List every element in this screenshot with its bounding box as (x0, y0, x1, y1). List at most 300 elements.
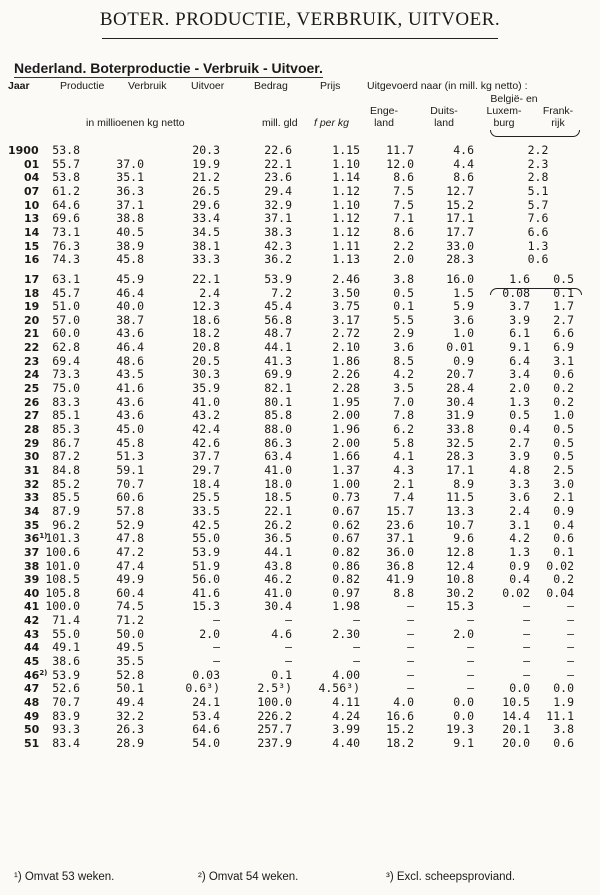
table-row (0, 614, 600, 627)
belgie-cell: — (523, 654, 530, 669)
year-cell (24, 273, 39, 286)
verbruik-cell: 45.8 (116, 252, 144, 267)
duitsland-cell: 1.0 (453, 326, 474, 341)
uitvoer-cell: 29.6 (192, 197, 220, 212)
productie-cell: 108.5 (45, 572, 80, 587)
duitsland-cell: 33.0 (446, 238, 474, 253)
engeland-cell: 3.6 (393, 340, 414, 355)
productie-cell: 100.6 (45, 544, 80, 559)
table-row (0, 144, 600, 157)
frankrijk-cell: 6.6 (553, 326, 574, 341)
year-cell (24, 628, 39, 641)
header-belgie-line2: Luxem- (486, 105, 522, 117)
verbruik-cell: 35.5 (116, 654, 144, 669)
belgie-cell: — (523, 667, 530, 682)
year-cell (24, 314, 39, 327)
belgie-cell: 3.9 (509, 312, 530, 327)
table-row (0, 212, 600, 225)
uitvoer-cell: 20.3 (192, 143, 220, 157)
duitsland-cell: 5.9 (453, 299, 474, 314)
table-row (0, 314, 600, 327)
engeland-cell: 7.0 (393, 394, 414, 409)
duitsland-cell: 4.4 (453, 156, 474, 171)
frankrijk-cell: 0.9 (553, 503, 574, 518)
frankrijk-cell: 3.8 (553, 722, 574, 737)
belgie-cell: 2.0 (509, 381, 530, 396)
productie-cell: 76.3 (52, 238, 80, 253)
bedrag-cell: 29.4 (264, 183, 292, 198)
year-label: 26 (24, 395, 40, 409)
year-label: 49 (24, 709, 40, 723)
duitsland-cell: 32.5 (446, 435, 474, 450)
year-cell (24, 368, 39, 381)
duitsland-cell: 13.3 (446, 503, 474, 518)
year-label: 30 (24, 450, 40, 464)
uitvoer-cell: 41.0 (192, 394, 220, 409)
bedrag-cell: 42.3 (264, 238, 292, 253)
productie-cell: 55.0 (52, 626, 80, 641)
year-cell (24, 327, 39, 340)
productie-cell: 85.5 (52, 490, 80, 505)
productie-cell: 85.1 (52, 408, 80, 423)
prijs-cell: 1.12 (332, 224, 360, 239)
duitsland-cell: 28.3 (446, 449, 474, 464)
frankrijk-cell: 0.6 (553, 367, 574, 382)
belgie-cell: 3.6 (509, 490, 530, 505)
bedrag-cell: 18.5 (264, 490, 292, 505)
year-cell (24, 437, 39, 450)
verbruik-cell: 46.4 (116, 285, 144, 300)
duitsland-cell: 17.7 (446, 224, 474, 239)
duitsland-cell: 9.6 (453, 531, 474, 546)
belgie-cell: 0.02 (502, 585, 530, 600)
bedrag-cell: 41.3 (264, 353, 292, 368)
table-row (0, 600, 600, 613)
productie-cell: 87.9 (52, 503, 80, 518)
duitsland-cell: 15.3 (446, 599, 474, 614)
uitvoer-cell: 15.3 (192, 599, 220, 614)
year-cell (24, 491, 39, 504)
duitsland-cell: — (467, 613, 474, 628)
table-row (0, 341, 600, 354)
year-label: 22 (24, 341, 40, 355)
year-cell (24, 240, 39, 253)
table-row (0, 682, 600, 695)
duitsland-cell: 28.4 (446, 381, 474, 396)
engeland-cell: — (407, 613, 414, 628)
bedrag-cell: 48.7 (264, 326, 292, 341)
belgie-cell: — (523, 640, 530, 655)
duitsland-cell: — (467, 654, 474, 669)
engeland-cell: 16.6 (386, 708, 414, 723)
belgie-cell: 0.0 (509, 681, 530, 696)
table-row (0, 226, 600, 239)
header-unit-prijs: f per kg (314, 117, 350, 129)
frankrijk-cell: 0.1 (553, 285, 574, 300)
uitvoer-cell: 33.3 (192, 252, 220, 267)
bedrag-cell: 56.8 (264, 312, 292, 327)
prijs-cell: 0.67 (332, 531, 360, 546)
frankrijk-cell: — (567, 654, 574, 669)
footnote-2: ²) Omvat 54 weken. (198, 871, 299, 883)
uitvoer-cell: 34.5 (192, 224, 220, 239)
year-cell (24, 423, 39, 436)
table-row (0, 355, 600, 368)
year-label: 41 (24, 600, 40, 614)
frankrijk-cell: 6.9 (553, 340, 574, 355)
duitsland-cell: 15.2 (446, 197, 474, 212)
belgie-cell: 2.4 (509, 503, 530, 518)
year-label: 17 (24, 272, 40, 286)
frankrijk-cell: 0.6 (553, 735, 574, 750)
footnote-3: ³) Excl. scheepsproviand. (386, 871, 516, 883)
table-row (0, 199, 600, 212)
duitsland-cell: — (467, 681, 474, 696)
belgie-cell: 3.1 (509, 517, 530, 532)
productie-cell: 63.1 (52, 271, 80, 286)
table-row (0, 696, 600, 709)
belgie-cell: 1.6 (509, 271, 530, 286)
belgie-cell: 1.3 (509, 394, 530, 409)
table-row (0, 158, 600, 171)
year-label: 44 (24, 641, 40, 655)
year-label: 47 (24, 682, 40, 696)
duitsland-cell: 31.9 (446, 408, 474, 423)
bedrag-cell: 88.0 (264, 422, 292, 436)
engeland-cell: 36.8 (386, 558, 414, 573)
table-row (0, 628, 600, 641)
bedrag-cell: 2.5³) (257, 681, 292, 696)
header-jaar: Jaar (8, 80, 30, 92)
prijs-cell: 4.56³) (318, 681, 360, 696)
productie-cell: 69.4 (52, 353, 80, 368)
prijs-cell: 1.14 (332, 170, 360, 185)
productie-cell: 93.3 (52, 722, 80, 737)
table-row (0, 587, 600, 600)
uitvoer-cell: 0.03 (192, 667, 220, 682)
table-row (0, 185, 600, 198)
prijs-cell: 3.50 (332, 285, 360, 300)
verbruik-cell: 49.5 (116, 640, 144, 655)
frankrijk-cell: 1.7 (553, 299, 574, 314)
table-row (0, 723, 600, 736)
verbruik-cell: 49.4 (116, 695, 144, 709)
prijs-cell: 1.95 (332, 394, 360, 409)
prijs-cell: 2.10 (332, 340, 360, 355)
productie-cell: 51.0 (52, 299, 80, 314)
bedrag-cell: 226.2 (257, 708, 292, 723)
table-row (0, 505, 600, 518)
frankrijk-cell: 0.04 (546, 585, 574, 600)
year-cell (24, 450, 39, 463)
productie-cell: 83.4 (52, 735, 80, 750)
uitvoer-cell: 43.2 (192, 408, 220, 423)
year-label: 48 (24, 696, 40, 709)
engeland-cell: 3.5 (393, 381, 414, 396)
belgie-cell: 9.1 (509, 340, 530, 355)
productie-cell: 73.1 (52, 224, 80, 239)
prijs-cell: 3.17 (332, 312, 360, 327)
year-label: 21 (24, 327, 40, 341)
productie-cell: 74.3 (52, 252, 80, 267)
belgie-cell: 4.8 (509, 462, 530, 477)
productie-cell: 52.6 (52, 681, 80, 696)
uitvoer-cell: 18.6 (192, 312, 220, 327)
year-label: 29 (24, 436, 40, 450)
verbruik-cell: 32.2 (116, 708, 144, 723)
prijs-cell: 2.26 (332, 367, 360, 382)
year-label: 1900 (8, 144, 39, 157)
uitvoer-cell: 38.1 (192, 238, 220, 253)
header-frankrijk-line1: Frank- (542, 105, 574, 117)
duitsland-cell: — (467, 640, 474, 655)
engeland-cell: 2.2 (393, 238, 414, 253)
frankrijk-cell: 0.2 (553, 572, 574, 587)
year-cell (24, 560, 39, 573)
header-verbruik: Verbruik (128, 80, 167, 92)
prijs-cell: — (353, 613, 360, 628)
uitvoer-cell: 42.4 (192, 422, 220, 436)
duitsland-cell: 3.6 (453, 312, 474, 327)
year-cell (24, 226, 39, 239)
productie-cell: 84.8 (52, 462, 80, 477)
uitvoer-cell: — (213, 640, 220, 655)
bedrag-cell: 100.0 (257, 695, 292, 709)
header-uitgevoerd-naar: Uitgevoerd naar (in mill. kg netto) : (367, 80, 528, 92)
year-cell (24, 212, 39, 225)
footnote-marker: 2) (39, 668, 48, 677)
verbruik-cell: 46.4 (116, 340, 144, 355)
uitvoer-cell: 33.4 (192, 211, 220, 226)
header-bedrag: Bedrag (254, 80, 288, 92)
frankrijk-cell: 0.2 (553, 394, 574, 409)
uitvoer-cell: 2.4 (199, 285, 220, 300)
engeland-cell: 8.5 (393, 353, 414, 368)
verbruik-cell: 50.1 (116, 681, 144, 696)
year-label: 13 (24, 212, 40, 226)
bedrag-cell: 86.3 (264, 435, 292, 450)
belgie-cell: 6.4 (509, 353, 530, 368)
engeland-cell: 8.6 (393, 224, 414, 239)
belgie-cell: 3.7 (509, 299, 530, 314)
productie-cell: 85.3 (52, 422, 80, 436)
frankrijk-cell: 0.5 (553, 435, 574, 450)
productie-cell: 61.2 (52, 183, 80, 198)
frankrijk-cell: 0.2 (553, 381, 574, 396)
engeland-cell: 18.2 (386, 735, 414, 750)
table-row (0, 641, 600, 654)
productie-cell: 55.7 (52, 156, 80, 171)
verbruik-cell: 43.6 (116, 408, 144, 423)
engeland-cell: 7.5 (393, 183, 414, 198)
table-row (0, 273, 600, 286)
header-engeland-line2: land (374, 117, 394, 129)
engeland-cell: 7.5 (393, 197, 414, 212)
bedrag-cell: 4.6 (271, 626, 292, 641)
frankrijk-cell: 0.4 (553, 517, 574, 532)
productie-cell: 71.4 (52, 613, 80, 628)
verbruik-cell: 59.1 (116, 462, 144, 477)
belgie-cell: 3.4 (509, 367, 530, 382)
productie-cell: 83.3 (52, 394, 80, 409)
verbruik-cell: 48.6 (116, 353, 144, 368)
engeland-cell: 7.1 (393, 211, 414, 226)
uitvoer-cell: 33.5 (192, 503, 220, 518)
engeland-cell: 36.0 (386, 544, 414, 559)
uitvoer-cell: 21.2 (192, 170, 220, 185)
bedrag-cell: 45.4 (264, 299, 292, 314)
uitvoer-cell: 35.9 (192, 381, 220, 396)
uitvoer-cell: 53.9 (192, 544, 220, 559)
engeland-cell: 15.2 (386, 722, 414, 737)
year-label: 38 (24, 559, 40, 573)
belgie-cell: 20.0 (502, 735, 530, 750)
header-frankrijk-line2: rijk (551, 117, 565, 129)
verbruik-cell: 52.9 (116, 517, 144, 532)
year-label: 34 (24, 504, 40, 518)
verbruik-cell: 35.1 (116, 170, 144, 185)
productie-cell: 45.7 (52, 285, 80, 300)
productie-cell: 86.7 (52, 435, 80, 450)
engeland-cell: — (407, 599, 414, 614)
prijs-cell: 1.66 (332, 449, 360, 464)
bedrag-cell: 36.2 (264, 252, 292, 267)
verbruik-cell: 47.8 (116, 531, 144, 546)
bedrag-cell: 43.8 (264, 558, 292, 573)
engeland-cell: 7.8 (393, 408, 414, 423)
duitsland-cell: 19.3 (446, 722, 474, 737)
verbruik-cell: 47.4 (116, 558, 144, 573)
prijs-cell: 0.97 (332, 585, 360, 600)
bedrag-cell: 7.2 (271, 285, 292, 300)
footnote-1: ¹) Omvat 53 weken. (14, 871, 115, 883)
prijs-cell: 1.98 (332, 599, 360, 614)
duitsland-cell: 30.4 (446, 394, 474, 409)
engeland-cell: 4.1 (393, 449, 414, 464)
bedrag-cell: 82.1 (264, 381, 292, 396)
year-label: 20 (24, 313, 40, 327)
engeland-cell: 3.8 (393, 271, 414, 286)
productie-cell: 53.8 (52, 170, 80, 185)
productie-cell: 85.2 (52, 476, 80, 491)
table-row (0, 368, 600, 381)
prijs-cell: 1.15 (332, 143, 360, 157)
header-belgie-line1: België- en (490, 93, 538, 105)
prijs-cell: 1.86 (332, 353, 360, 368)
year-cell (24, 546, 39, 559)
year-cell (24, 355, 39, 368)
year-cell (24, 464, 39, 477)
verbruik-cell: 49.9 (116, 572, 144, 587)
table-row (0, 519, 600, 532)
prijs-cell: 0.62 (332, 517, 360, 532)
uitvoer-cell: 19.9 (192, 156, 220, 171)
prijs-cell: 2.00 (332, 435, 360, 450)
duitsland-cell: 10.8 (446, 572, 474, 587)
year-label: 25 (24, 382, 40, 396)
belgie-cell: 4.2 (509, 531, 530, 546)
duitsland-cell: 0.0 (453, 708, 474, 723)
prijs-cell: 1.11 (332, 238, 360, 253)
verbruik-cell: 47.2 (116, 544, 144, 559)
belgie-cell: — (523, 599, 530, 614)
verbruik-cell: 40.5 (116, 224, 144, 239)
verbruik-cell: 51.3 (116, 449, 144, 464)
uitvoer-cell: 22.1 (192, 271, 220, 286)
productie-cell: 53.9 (52, 667, 80, 682)
frankrijk-cell: 0.6 (553, 531, 574, 546)
engeland-cell: 4.2 (393, 367, 414, 382)
prijs-cell: 1.10 (332, 156, 360, 171)
prijs-cell: 0.82 (332, 572, 360, 587)
prijs-cell: — (353, 654, 360, 669)
prijs-cell: 1.13 (332, 252, 360, 267)
bedrag-cell: 22.6 (264, 143, 292, 157)
bedrag-cell: 41.0 (264, 585, 292, 600)
productie-cell: 105.8 (45, 585, 80, 600)
year-label: 50 (24, 723, 40, 737)
year-label: 46 (24, 668, 40, 682)
belgie-cell: 0.4 (509, 572, 530, 587)
belgie-cell: 0.4 (509, 422, 530, 436)
uitvoer-cell: 30.3 (192, 367, 220, 382)
year-cell (24, 710, 39, 723)
duitsland-cell: 12.8 (446, 544, 474, 559)
duitsland-cell: 0.01 (446, 340, 474, 355)
year-cell (24, 158, 39, 171)
duitsland-cell: 0.9 (453, 353, 474, 368)
belgie-frankrijk-combined-cell: 2.2 (527, 143, 549, 157)
table-row (0, 409, 600, 422)
engeland-cell: — (407, 654, 414, 669)
verbruik-cell: 26.3 (116, 722, 144, 737)
uitvoer-cell: 12.3 (192, 299, 220, 314)
bedrag-cell: 0.1 (271, 667, 292, 682)
duitsland-cell: 9.1 (453, 735, 474, 750)
belgie-cell: 0.9 (509, 558, 530, 573)
duitsland-cell: 2.0 (453, 626, 474, 641)
productie-cell: 70.7 (52, 695, 80, 709)
prijs-cell: — (353, 640, 360, 655)
table-row (0, 423, 600, 436)
year-cell (24, 573, 39, 586)
header-productie: Productie (60, 80, 105, 92)
verbruik-cell: 45.0 (116, 422, 144, 436)
year-label: 01 (24, 157, 40, 171)
engeland-cell: 7.4 (393, 490, 414, 505)
duitsland-cell: 30.2 (446, 585, 474, 600)
bedrag-cell: — (285, 654, 292, 669)
productie-cell: 75.0 (52, 381, 80, 396)
bedrag-cell: 44.1 (264, 340, 292, 355)
year-label: 04 (24, 171, 40, 185)
engeland-cell: 4.3 (393, 462, 414, 477)
bedrag-cell: 18.0 (264, 476, 292, 491)
engeland-cell: 4.0 (393, 695, 414, 709)
year-label: 28 (24, 423, 40, 436)
belgie-frankrijk-combined-cell: 5.7 (527, 197, 549, 212)
year-label: 16 (24, 253, 40, 267)
bedrag-cell: 38.3 (264, 224, 292, 239)
frankrijk-cell: — (567, 626, 574, 641)
table-row (0, 253, 600, 266)
year-cell (24, 287, 39, 300)
belgie-cell: 3.9 (509, 449, 530, 464)
table-row (0, 327, 600, 340)
belgie-cell: 14.4 (502, 708, 530, 723)
bedrag-cell: 22.1 (264, 156, 292, 171)
year-label: 36 (24, 532, 40, 546)
